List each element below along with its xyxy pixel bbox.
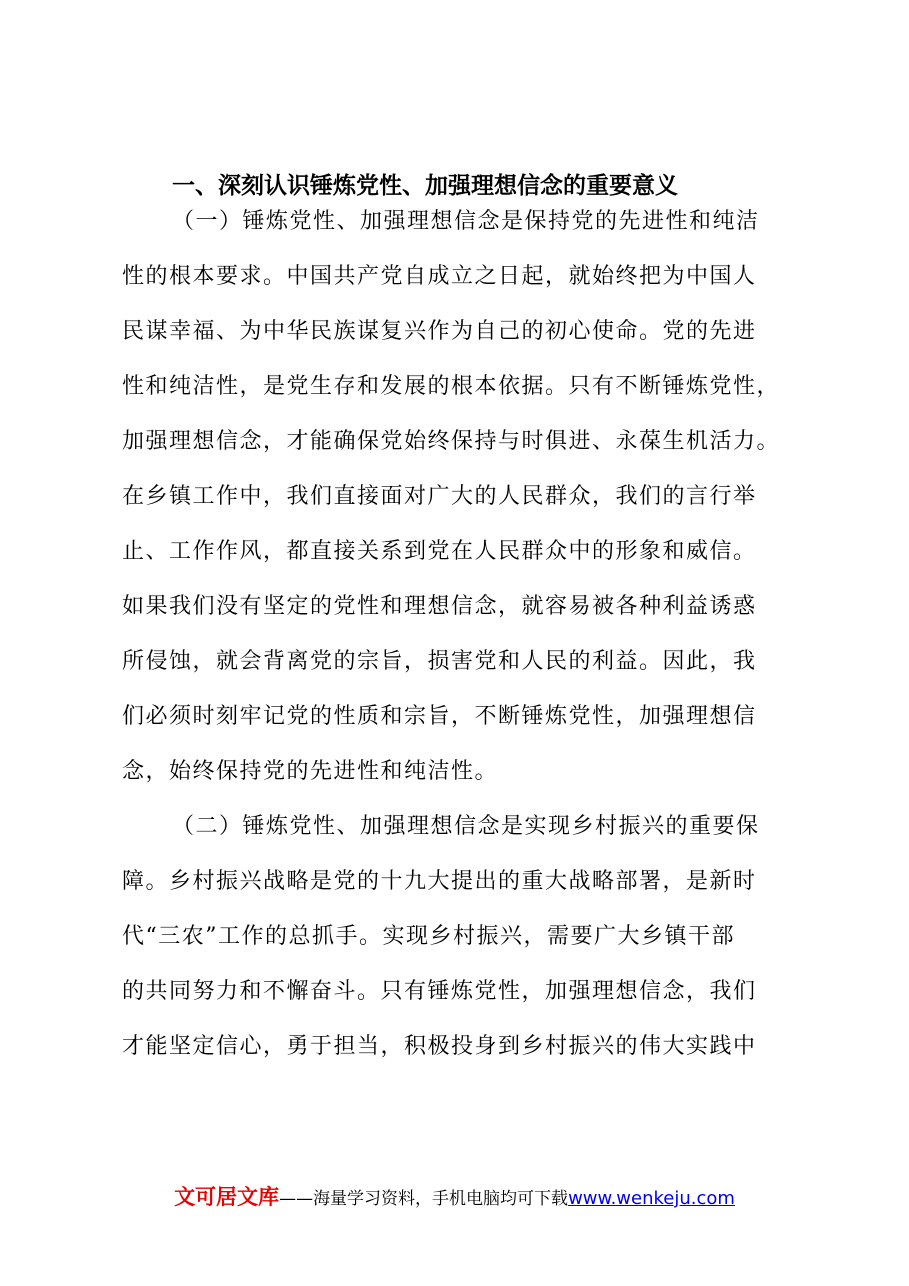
paragraph-1-line-5: 加强理想信念，才能确保党始终保持与时俱进、永葆生机活力。 xyxy=(122,429,781,454)
paragraph-2-line-5: 才能坚定信心，勇于担当，积极投身到乡村振兴的伟大实践中 xyxy=(122,1034,757,1059)
paragraph-1-line-7: 止、工作作风，都直接关系到党在人民群众中的形象和威信。 xyxy=(122,539,757,564)
footer-url-link[interactable]: www.wenkeju.com xyxy=(568,1188,735,1209)
footer-brand: 文可居文库 xyxy=(174,1185,280,1209)
paragraph-1-line-11: 念，始终保持党的先进性和纯洁性。 xyxy=(122,759,499,784)
paragraph-2-line-1: （二）锤炼党性、加强理想信念是实现乡村振兴的重要保 xyxy=(172,814,760,839)
paragraph-2-line-4: 的共同努力和不懈奋斗。只有锤炼党性，加强理想信念，我们 xyxy=(122,979,757,1004)
paragraph-1-line-8: 如果我们没有坚定的党性和理想信念，就容易被各种利益诱惑 xyxy=(122,594,757,619)
paragraph-2-line-2: 障。乡村振兴战略是党的十九大提出的重大战略部署，是新时 xyxy=(122,869,757,894)
paragraph-1-line-9: 所侵蚀，就会背离党的宗旨，损害党和人民的利益。因此，我 xyxy=(122,649,757,674)
paragraph-1-line-1: （一）锤炼党性、加强理想信念是保持党的先进性和纯洁 xyxy=(172,209,760,234)
paragraph-1-line-4: 性和纯洁性，是党生存和发展的根本依据。只有不断锤炼党性， xyxy=(122,374,781,399)
page-footer xyxy=(0,1182,909,1214)
paragraph-1-line-6: 在乡镇工作中，我们直接面对广大的人民群众，我们的言行举 xyxy=(122,484,757,509)
footer-slogan: ——海量学习资料，手机电脑均可下载 xyxy=(279,1189,569,1209)
paragraph-1-line-2: 性的根本要求。中国共产党自成立之日起，就始终把为中国人 xyxy=(122,264,757,289)
section-heading: 一、深刻认识锤炼党性、加强理想信念的重要意义 xyxy=(172,173,678,199)
paragraph-2-line-3: 代“三农”工作的总抓手。实现乡村振兴，需要广大乡镇干部 xyxy=(122,924,735,949)
paragraph-1-line-3: 民谋幸福、为中华民族谋复兴作为自己的初心使命。党的先进 xyxy=(122,319,757,344)
paragraph-1-line-10: 们必须时刻牢记党的性质和宗旨，不断锤炼党性，加强理想信 xyxy=(122,704,757,729)
